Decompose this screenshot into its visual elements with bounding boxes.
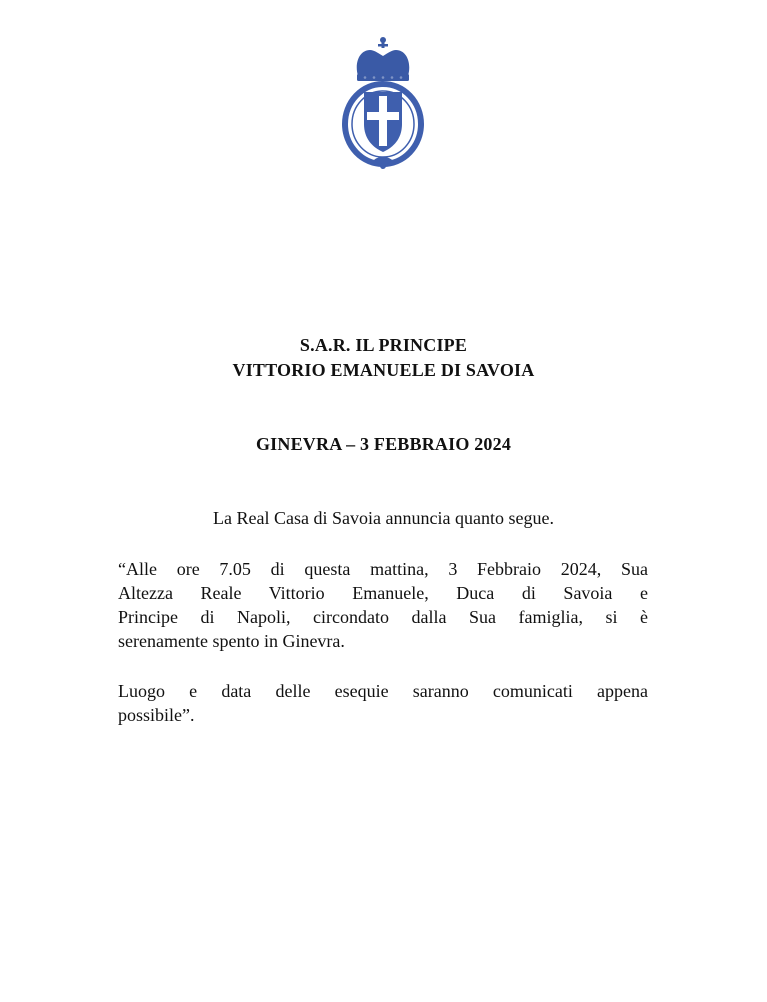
funeral-line: possibile”.	[118, 705, 195, 725]
title-line-2: VITTORIO EMANUELE DI SAVOIA	[232, 360, 535, 380]
statement-line: serenamente spento in Ginevra.	[118, 631, 345, 651]
statement-line: Principe di Napoli, circondato dalla Sua famiglia, si è	[118, 607, 648, 627]
announcement: La Real Casa di Savoia annuncia quanto segue.	[213, 508, 554, 528]
funeral-line: Luogo e data delle esequie saranno comunicati appena	[118, 681, 648, 701]
statement-line: “Alle ore 7.05 di questa mattina, 3 Febbraio 2024, Sua	[118, 559, 648, 579]
statement-line: Altezza Reale Vittorio Emanuele, Duca di Savoia e	[118, 583, 648, 603]
place-date: GINEVRA – 3 FEBBRAIO 2024	[255, 434, 512, 454]
title-line-1: S.A.R. IL PRINCIPE	[299, 335, 468, 355]
savoy-crest-icon	[340, 36, 426, 170]
statement-paragraph	[118, 557, 648, 653]
funeral-paragraph	[118, 679, 648, 727]
